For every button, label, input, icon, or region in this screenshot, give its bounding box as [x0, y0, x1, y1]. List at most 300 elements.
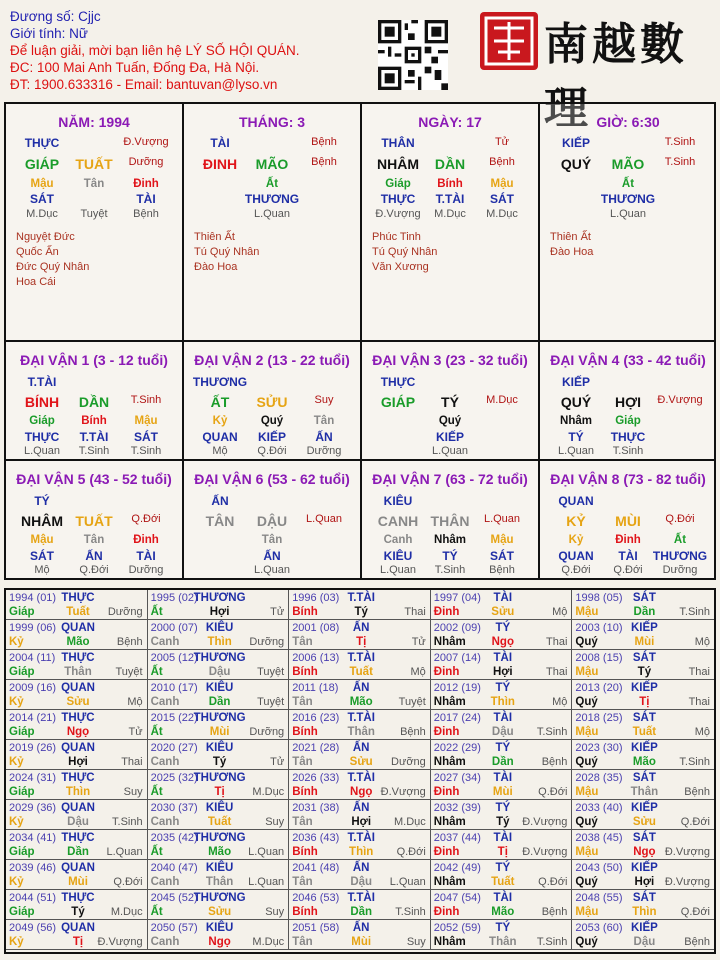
growth-stage: Tuyệt — [398, 696, 426, 708]
earthly-branch: Tý — [496, 816, 510, 828]
heavenly-stem: ĐINH — [202, 156, 238, 172]
heavenly-stem: Quý — [575, 636, 598, 648]
year-label: 2020 (27) — [150, 742, 198, 754]
growth-stage: Tuyệt — [80, 208, 108, 220]
earthly-branch: Dậu — [67, 816, 89, 828]
year-label: 2051 (58) — [292, 922, 340, 934]
ten-god-label: TÀI — [493, 772, 513, 784]
hidden-stem: Tân — [313, 415, 335, 427]
ten-god-label: ẤN — [352, 802, 370, 814]
ten-god-label: ẤN — [352, 682, 370, 694]
growth-stage: Bệnh — [541, 756, 568, 768]
earthly-branch: THÂN — [430, 513, 470, 529]
heavenly-stem: Nhâm — [433, 636, 466, 648]
hidden-stem: Kỷ — [212, 415, 228, 427]
hidden-stem: Giáp — [29, 415, 55, 427]
ten-god-label: Đ.Vượng — [123, 136, 169, 148]
year-label: 2023 (30) — [575, 742, 623, 754]
stage-label: Đ.Vượng — [657, 394, 703, 406]
growth-stage: Mộ — [694, 636, 710, 648]
earthly-branch: DẬU — [256, 513, 288, 529]
year-cell — [431, 800, 573, 830]
ten-god-label: SÁT — [632, 772, 656, 784]
growth-stage: Q.Đới — [680, 906, 710, 918]
ten-god-label: TÝ — [495, 742, 511, 754]
earthly-branch: Dậu — [208, 666, 231, 678]
pillar-1 — [6, 104, 182, 340]
ten-god-label: THƯƠNG — [193, 832, 246, 844]
heavenly-stem: Giáp — [9, 906, 35, 918]
growth-stage: Mộ — [552, 696, 568, 708]
earthly-branch: TUẤT — [75, 513, 113, 529]
earthly-branch: SỬU — [256, 394, 288, 410]
ten-god-label: QUAN — [61, 862, 95, 874]
heavenly-stem: Canh — [150, 696, 180, 708]
growth-stage: Dưỡng — [128, 564, 164, 576]
growth-stage: Mộ — [552, 606, 568, 618]
growth-stage: Bệnh — [684, 786, 710, 798]
earthly-branch: Sửu — [632, 816, 656, 828]
heavenly-stem: Nhâm — [433, 936, 466, 948]
ten-god-label: KIẾP — [630, 682, 658, 694]
growth-stage: Bệnh — [684, 936, 710, 948]
year-cell — [6, 620, 148, 650]
heavenly-stem: QUÝ — [560, 156, 592, 172]
growth-stage: T.Sinh — [395, 906, 426, 918]
heavenly-stem: Bính — [292, 606, 318, 618]
ten-god-label: THƯƠNG — [193, 592, 246, 604]
heavenly-stem: NHÂM — [377, 156, 419, 172]
heavenly-stem: Bính — [292, 906, 318, 918]
growth-stage: L.Quan — [609, 208, 647, 220]
growth-stage: L.Quan — [379, 564, 417, 576]
year-cell — [6, 650, 148, 680]
shen-sha-label: Thiên Ất — [194, 231, 235, 243]
seal-icon — [480, 12, 538, 70]
year-label: 2011 (18) — [292, 682, 339, 694]
year-label: 2043 (50) — [575, 862, 623, 874]
earthly-branch: Thìn — [207, 636, 232, 648]
heavenly-stem: KỶ — [566, 513, 586, 529]
year-cell — [148, 920, 290, 950]
hidden-ten-god: KIẾP — [435, 430, 465, 444]
earthly-branch: Tị — [356, 636, 367, 648]
year-cell — [431, 590, 573, 620]
year-label: 2028 (35) — [575, 772, 623, 784]
year-cell — [431, 920, 573, 950]
year-label: 2030 (37) — [150, 802, 198, 814]
year-label: 2005 (12) — [150, 652, 198, 664]
heavenly-stem: Tân — [292, 936, 313, 948]
year-label: 2026 (33) — [292, 772, 340, 784]
growth-stage: L.Quan — [557, 445, 595, 457]
heavenly-stem: Ất — [150, 846, 163, 858]
earthly-branch: Thìn — [490, 696, 515, 708]
growth-stage: Dưỡng — [107, 606, 143, 618]
ten-god-label: THƯƠNG — [192, 375, 248, 389]
hidden-stem: Bính — [81, 415, 107, 427]
dai-van-title: ĐẠI VẬN 5 (43 - 52 tuổi) — [16, 471, 172, 487]
stage-label: M.Dục — [486, 394, 518, 406]
earthly-branch: Tuất — [66, 606, 90, 618]
growth-stage: Thai — [688, 696, 710, 708]
year-label: 2006 (13) — [292, 652, 340, 664]
earthly-branch: MÙI — [615, 513, 641, 529]
earthly-branch: DẦN — [78, 394, 110, 410]
year-cell — [572, 710, 714, 740]
growth-stage: M.Dục — [252, 786, 285, 798]
heavenly-stem: Quý — [575, 936, 598, 948]
hidden-ten-god: THỰC — [380, 192, 416, 206]
earthly-branch: Thìn — [349, 846, 374, 858]
earthly-branch: Mão — [491, 906, 515, 918]
year-cell — [6, 860, 148, 890]
year-cell — [148, 680, 290, 710]
heavenly-stem: Mậu — [575, 846, 599, 858]
year-label: 2004 (11) — [9, 652, 56, 664]
growth-stage: Tuyệt — [257, 696, 285, 708]
earthly-branch: HỢI — [615, 394, 641, 410]
growth-stage: Mộ — [34, 564, 50, 576]
growth-stage: Suy — [406, 936, 426, 948]
growth-stage: T.Sinh — [434, 564, 466, 576]
growth-stage: Tử — [270, 756, 285, 768]
ten-god-label: TÝ — [495, 862, 511, 874]
year-cell — [431, 680, 573, 710]
heavenly-stem: GIÁP — [380, 394, 416, 410]
dai-van-3 — [362, 342, 538, 459]
year-cell — [572, 860, 714, 890]
ten-god-label: THỰC — [61, 892, 95, 904]
growth-stage: M.Dục — [252, 936, 285, 948]
header — [10, 8, 299, 93]
year-cell — [289, 680, 431, 710]
ten-god-label: T.TÀI — [27, 375, 57, 389]
year-label: 2001 (08) — [292, 622, 340, 634]
year-label: 2027 (34) — [433, 772, 481, 784]
growth-stage: T.Sinh — [78, 445, 110, 457]
heavenly-stem: Mậu — [575, 726, 599, 738]
hidden-stem: Tân — [83, 534, 105, 546]
ten-god-label: THƯƠNG — [193, 772, 246, 784]
year-label: 1994 (01) — [9, 592, 57, 604]
year-label: 2021 (28) — [292, 742, 340, 754]
year-cell — [431, 830, 573, 860]
year-label: 2003 (10) — [575, 622, 623, 634]
growth-stage: Đ.Vượng — [522, 846, 568, 858]
pillar-3 — [362, 104, 538, 340]
hidden-stem: Mậu — [490, 178, 514, 190]
stage-label: L.Quan — [483, 513, 521, 525]
year-label: 2045 (52) — [150, 892, 198, 904]
dai-van-5 — [6, 461, 182, 578]
ten-god-label: THƯƠNG — [193, 652, 246, 664]
ten-god-label: KIẾP — [561, 136, 591, 150]
year-label: 2044 (51) — [9, 892, 57, 904]
year-cell — [6, 920, 148, 950]
year-cell — [148, 710, 290, 740]
hidden-ten-god: SÁT — [134, 430, 158, 444]
year-label: 2039 (46) — [9, 862, 57, 874]
heavenly-stem: Bính — [292, 786, 318, 798]
earthly-branch: MÃO — [255, 156, 289, 172]
earthly-branch: Mão — [208, 846, 232, 858]
hidden-stem: Quý — [260, 415, 284, 427]
shen-sha-label: Quốc Ấn — [16, 246, 59, 258]
growth-stage: Bệnh — [133, 208, 159, 220]
stage-label: T.Sinh — [664, 156, 696, 168]
shen-sha-label: Hoa Cái — [16, 276, 56, 288]
earthly-branch: Tị — [214, 786, 225, 798]
hidden-ten-god: THỰC — [24, 430, 60, 444]
year-label: 2053 (60) — [575, 922, 623, 934]
heavenly-stem: Giáp — [9, 606, 35, 618]
heavenly-stem: Canh — [150, 756, 180, 768]
dai-van-6 — [184, 461, 360, 578]
ten-god-label: SÁT — [632, 892, 656, 904]
heavenly-stem: Giáp — [9, 666, 35, 678]
year-cell — [289, 620, 431, 650]
earthly-branch: Dậu — [633, 936, 656, 948]
hidden-ten-god: TÝ — [442, 549, 458, 563]
year-label: 1995 (02) — [150, 592, 198, 604]
heavenly-stem: Kỷ — [9, 636, 24, 648]
year-label: 2008 (15) — [575, 652, 623, 664]
growth-stage: Q.Đới — [257, 445, 287, 457]
heavenly-stem: Nhâm — [433, 756, 466, 768]
growth-stage: Tử — [128, 726, 143, 738]
growth-stage: T.Sinh — [130, 445, 162, 457]
earthly-branch: Tý — [354, 606, 368, 618]
year-cell — [148, 830, 290, 860]
earthly-branch: Hợi — [492, 666, 513, 678]
earthly-branch: Hợi — [634, 876, 655, 888]
year-cell — [431, 890, 573, 920]
ten-god-label: KIÊU — [205, 862, 234, 874]
growth-stage: M.Dục — [26, 208, 58, 220]
hidden-ten-god: QUAN — [202, 430, 238, 444]
heavenly-stem: Mậu — [575, 786, 599, 798]
ten-god-label: TÀI — [493, 832, 513, 844]
dai-van-7 — [362, 461, 538, 578]
earthly-branch: TUẤT — [75, 156, 113, 172]
earthly-branch: Ngọ — [66, 726, 90, 738]
year-cell — [148, 650, 290, 680]
year-label: 2046 (53) — [292, 892, 340, 904]
growth-stage: Suy — [265, 816, 285, 828]
year-cell — [148, 800, 290, 830]
year-cell — [431, 650, 573, 680]
ten-god-label: TÀI — [493, 652, 513, 664]
ten-god-label: ẤN — [352, 622, 370, 634]
earthly-branch: Sửu — [66, 696, 90, 708]
year-cell — [289, 860, 431, 890]
year-cell — [289, 800, 431, 830]
ten-god-label: KIẾP — [561, 375, 591, 389]
heavenly-stem: Giáp — [9, 846, 35, 858]
hidden-ten-god: SÁT — [30, 192, 54, 206]
year-label: 2037 (44) — [433, 832, 481, 844]
earthly-branch: Mão — [66, 636, 90, 648]
heavenly-stem: Mậu — [575, 666, 599, 678]
growth-stage: T.Sinh — [536, 726, 568, 738]
ten-god-label: T.TÀI — [347, 892, 375, 904]
ten-god-label: T.TÀI — [347, 652, 375, 664]
ten-god-label: SÁT — [632, 712, 656, 724]
heavenly-stem: Tân — [292, 816, 313, 828]
year-cell — [289, 890, 431, 920]
pillar-title: NGÀY: 17 — [418, 114, 482, 130]
earthly-branch: Mùi — [492, 786, 513, 798]
dai-van-title: ĐẠI VẬN 1 (3 - 12 tuổi) — [20, 352, 168, 368]
hidden-ten-god: SÁT — [30, 549, 54, 563]
pillar-2 — [184, 104, 360, 340]
growth-stage: Dưỡng — [249, 726, 285, 738]
year-label: 2007 (14) — [433, 652, 481, 664]
year-label: 2052 (59) — [433, 922, 481, 934]
earthly-branch: Ngọ — [491, 636, 514, 648]
hidden-ten-god: ẤN — [315, 430, 333, 444]
hidden-stem: Canh — [383, 534, 413, 546]
ten-god-label: T.TÀI — [347, 592, 375, 604]
stage-label: L.Quan — [305, 513, 343, 525]
growth-stage: Dưỡng — [662, 564, 698, 576]
heavenly-stem: Tân — [292, 876, 313, 888]
ten-god-label: QUAN — [558, 494, 594, 508]
ten-god-label: THƯƠNG — [193, 892, 246, 904]
growth-stage: L.Quan — [431, 445, 469, 457]
heavenly-stem: Đinh — [433, 726, 460, 738]
heavenly-stem: ẤT — [210, 394, 230, 410]
dai-van-8 — [540, 461, 716, 578]
ten-god-label: THỰC — [61, 832, 95, 844]
ten-god-label: KIÊU — [205, 742, 234, 754]
hidden-ten-god: KIÊU — [383, 549, 413, 563]
year-label: 2024 (31) — [9, 772, 57, 784]
earthly-branch: Dần — [208, 696, 231, 708]
hidden-ten-god: TÝ — [568, 430, 584, 444]
heavenly-stem: GIÁP — [24, 156, 60, 172]
growth-stage: Thai — [404, 606, 426, 618]
earthly-branch: Thân — [489, 936, 517, 948]
hidden-ten-god: SÁT — [490, 192, 514, 206]
hidden-ten-god: SÁT — [490, 549, 514, 563]
hidden-stem: Quý — [438, 415, 462, 427]
heavenly-stem: Đinh — [433, 666, 460, 678]
hidden-ten-god: QUAN — [558, 549, 594, 563]
heavenly-stem: Bính — [292, 666, 318, 678]
heavenly-stem: Bính — [292, 726, 318, 738]
earthly-branch: Hợi — [68, 756, 88, 768]
heavenly-stem: NHÂM — [21, 513, 63, 529]
heavenly-stem: Ất — [150, 606, 163, 618]
hidden-ten-god: ẤN — [85, 549, 103, 563]
year-cell — [572, 830, 714, 860]
earthly-branch: Thân — [205, 876, 234, 888]
ten-god-label: T.TÀI — [347, 712, 375, 724]
hidden-ten-god: T.TÀI — [79, 430, 109, 444]
growth-stage: Dưỡng — [249, 636, 285, 648]
growth-stage: Suy — [265, 906, 285, 918]
ten-god-label: SÁT — [632, 652, 656, 664]
year-cell — [572, 800, 714, 830]
year-cell — [6, 740, 148, 770]
growth-stage: Bệnh — [489, 564, 515, 576]
growth-stage: Thai — [545, 666, 568, 678]
ten-god-label: Bệnh — [311, 136, 337, 148]
heavenly-stem: Canh — [150, 816, 180, 828]
earthly-branch: TÝ — [441, 394, 459, 410]
earthly-branch: Tuất — [491, 876, 515, 888]
ten-god-label: KIÊU — [205, 922, 234, 934]
growth-stage: Mộ — [212, 445, 228, 457]
ten-god-label: THỰC — [61, 712, 95, 724]
hidden-stem: Kỷ — [568, 534, 584, 546]
year-label: 2010 (17) — [150, 682, 198, 694]
growth-stage: Tuyệt — [115, 666, 143, 678]
hidden-ten-god: THƯƠNG — [652, 549, 708, 563]
year-label: 2031 (38) — [292, 802, 340, 814]
heavenly-stem: Tân — [292, 696, 313, 708]
hidden-stem: Ất — [265, 178, 279, 190]
ten-god-label: TÀI — [493, 892, 513, 904]
year-cell — [6, 830, 148, 860]
ten-god-label: KIẾP — [630, 622, 658, 634]
ten-god-label: KIẾP — [630, 862, 658, 874]
earthly-branch: Dần — [350, 906, 373, 918]
earthly-branch: Mão — [349, 696, 373, 708]
year-cell — [148, 860, 290, 890]
shen-sha-label: Phúc Tinh — [372, 231, 421, 243]
year-cell — [148, 740, 290, 770]
stage-label: Suy — [314, 394, 334, 406]
heavenly-stem: Bính — [292, 846, 318, 858]
year-cell — [431, 860, 573, 890]
ten-god-label: THỰC — [61, 592, 95, 604]
earthly-branch: Tị — [497, 846, 508, 858]
heavenly-stem: Ất — [150, 726, 163, 738]
earthly-branch: Sửu — [208, 906, 232, 918]
heavenly-stem: Kỷ — [9, 936, 24, 948]
earthly-branch: Sửu — [491, 606, 515, 618]
growth-stage: Q.Đới — [79, 564, 109, 576]
hidden-stem: Ất — [673, 534, 687, 546]
ten-god-label: ẤN — [211, 494, 229, 508]
heavenly-stem: Tân — [292, 756, 313, 768]
year-cell — [572, 890, 714, 920]
hidden-ten-god: T.TÀI — [435, 192, 465, 206]
earthly-branch: Thân — [347, 726, 375, 738]
year-cell — [431, 620, 573, 650]
earthly-branch: Thìn — [65, 786, 91, 798]
growth-stage: L.Quan — [248, 876, 285, 888]
year-label: 2036 (43) — [292, 832, 340, 844]
year-label: 2033 (40) — [575, 802, 623, 814]
hidden-ten-god: THƯƠNG — [244, 192, 300, 206]
earthly-branch: Tý — [71, 906, 85, 918]
heavenly-stem: Mậu — [575, 906, 599, 918]
ten-god-label: T.TÀI — [347, 772, 375, 784]
ten-god-label: TÝ — [495, 922, 511, 934]
year-label: 2049 (56) — [9, 922, 57, 934]
heavenly-stem: Kỷ — [9, 756, 24, 768]
year-label: 2009 (16) — [9, 682, 57, 694]
earthly-branch: Thìn — [632, 906, 657, 918]
earthly-branch: Hợi — [209, 606, 230, 618]
earthly-branch: Tị — [72, 936, 84, 948]
ten-god-label: QUAN — [61, 922, 95, 934]
hidden-stem: Đinh — [133, 178, 159, 190]
